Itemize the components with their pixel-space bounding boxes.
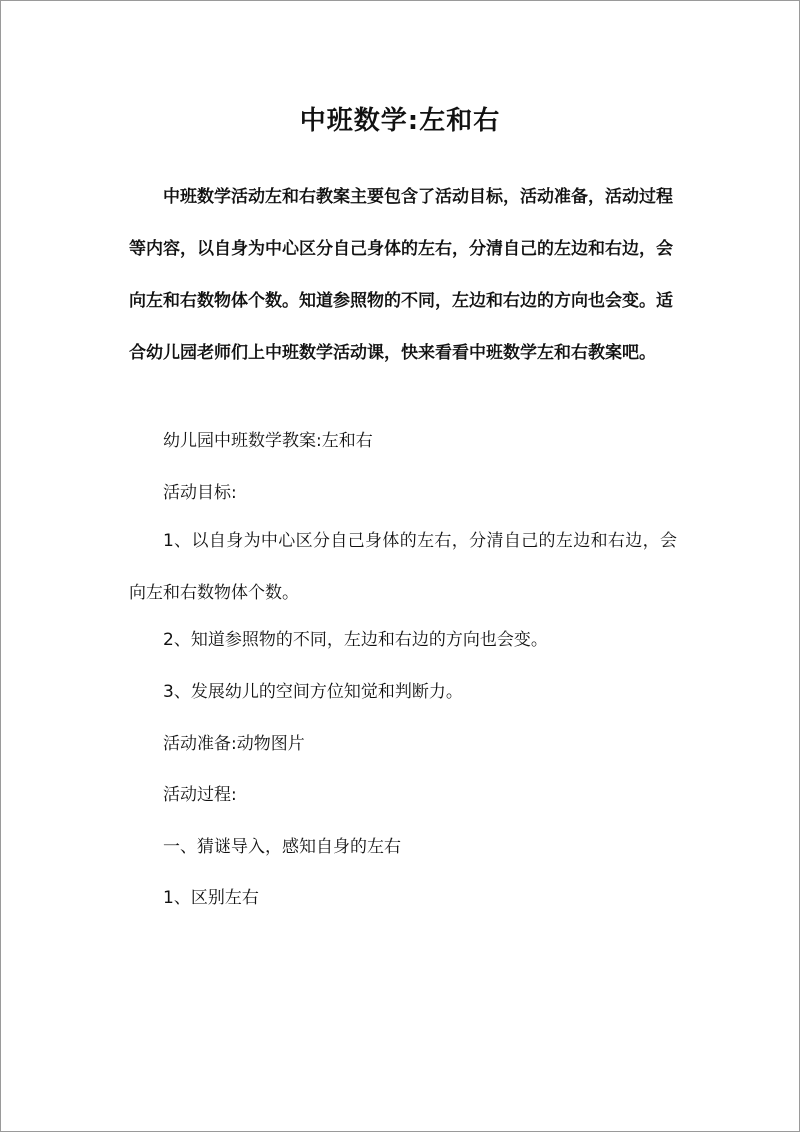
page-title: 中班数学:左和右 (299, 106, 501, 136)
goal-item-2: 2、知道参照物的不同，左边和右边的方向也会变。 (163, 630, 548, 650)
goal-item-3: 3、发展幼儿的空间方位知觉和判断力。 (163, 682, 463, 702)
goals-label: 活动目标: (163, 483, 237, 503)
process-label: 活动过程: (163, 785, 237, 805)
preparation-line: 活动准备:动物图片 (163, 734, 305, 754)
section-heading-1: 一、猜谜导入，感知自身的左右 (163, 837, 401, 857)
step-heading-1: 1、区别左右 (163, 888, 259, 908)
intro-paragraph: 中班数学活动左和右教案主要包含了活动目标，活动准备，活动过程等内容，以自身为中心区分自己身体的左右，分清自己的左边和右边，会向左和右数物体个数。知道参照物的不同，左边和右边的方向也会变。适合幼儿园老师们上中班数学活动课，快来看看中班数学左和右教案吧。 (129, 187, 673, 363)
goal-item-1: 1、以自身为中心区分自己身体的左右，分清自己的左边和右边，会向左和右数物体个数。 (129, 531, 677, 603)
lesson-heading: 幼儿园中班数学教案:左和右 (163, 431, 373, 451)
